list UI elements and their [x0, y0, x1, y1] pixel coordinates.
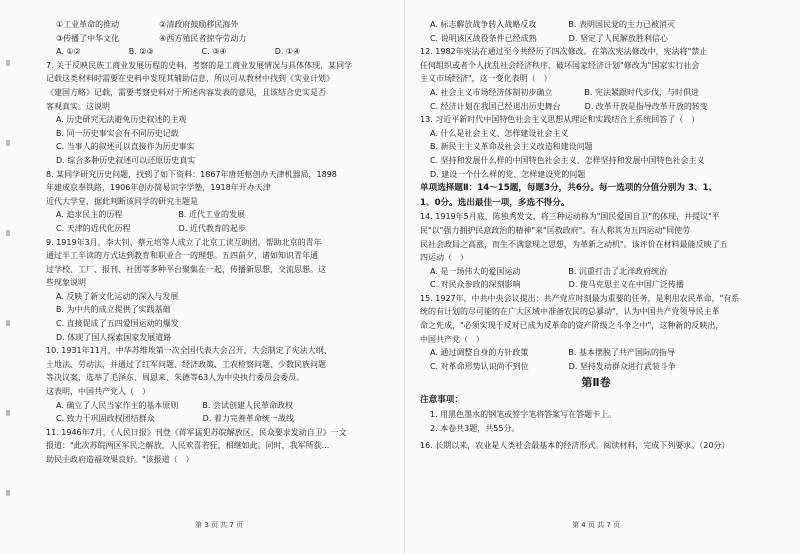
question-15-text: 命之先成，"必须实现于反对已成为反革命的资产阶级之斗争之中"，这种新的反映出， [420, 321, 724, 331]
option-cd: C. 对革命形势认识尚不到位 D. 坚持发动群众进行武装斗争 [430, 361, 676, 371]
option-cd: C. 经济计划在我国已经退出历史舞台 D. 改革开放是指导改革开放的转变 [430, 101, 708, 111]
option-cd: C. 致力于巩固政权团结群众 D. 着力完善革命统一战线 [56, 414, 294, 424]
option-a: A. 反映了新文化运动的深入与发展 [56, 291, 179, 301]
option-c: C. 坚持和发展什么样的中国特色社会主义、怎样坚持和发展中国特色社会主义 [430, 155, 705, 165]
question-7: 7. 关于反映民族工商业发展历程的史料，考察的是工商业发展情况与具体体现，某同学 [46, 60, 353, 70]
question-10-text: 这表明，中国共产党人（ ） [46, 387, 150, 397]
question-8-text: 年建成京奉铁路，1906年创办简易识字学塾，1918年开办天津 [46, 183, 271, 193]
option-cd: C. 对民众参政的深刻影响 D. 使马克思主义在中国广泛传播 [430, 280, 684, 290]
notice-item: 1. 用黑色墨水的钢笔或签字笔将答案写在答题卡上。 [430, 410, 617, 420]
question-8-text: 近代大学堂，据此判断该同学的研究主题是 [46, 196, 198, 206]
option-ab: A. 通过调整自身的方针政策 B. 基本摆脱了共产国际的指导 [430, 348, 675, 358]
binding-mark [6, 320, 10, 326]
option-line: ③传播了中华文化 ④西方殖民者掠夺劳动力 [56, 33, 247, 43]
question-9-text: 过学校、工厂、报刊、社团等多种平台聚集在一起，传播新思想，交流思想。这 [46, 264, 326, 274]
question-10: 10. 1931年11月，中华苏维埃第一次全国代表大会召开，大会制定了宪法大纲、 [46, 346, 332, 356]
page-divider [404, 0, 405, 554]
binding-mark [6, 60, 10, 66]
question-9: 9. 1919年3月，李大钊、蔡元培等人成立了北京工读互助团，帮助北京的青年 [46, 237, 322, 247]
question-12: 12. 1982年宪法在通过至今共经历了四次修改。在第次宪法修改中，宪法将"禁止 [420, 47, 708, 57]
question-8: 8. 某同学研究历史问题，找到了如下资料：1867年唐廷枢创办天津机器局，1898 [46, 169, 337, 179]
question-9-text: 些现象说明 [46, 278, 86, 288]
option-d: D. 综合多种历史叙述可以还原历史真实 [56, 155, 196, 165]
section-heading: 单项选择题Ⅱ：14～15题，每题3分，共6分。每一选项的分值分别为 3、1、 [420, 183, 718, 194]
option-b: B. 同一历史事实会有不同历史记载 [56, 128, 179, 138]
option-d: D. 建设一个什么样的党、怎样建设党的问题 [430, 169, 586, 179]
question-13: 13. 习近平新时代中国特色社会主义思想从理论和实践结合上系统回答了（ ） [420, 115, 700, 125]
binding-marks [6, 0, 14, 554]
left-page [46, 18, 392, 538]
option-ab: A. 是一场伟大的爱国运动 B. 沉重打击了北洋政府统治 [430, 266, 667, 276]
question-7-text: 《建国方略》记载，需要考察史料对于所述内容发表的意见，且该结合史实是否 [46, 87, 326, 97]
question-14-text: 四运动（ ） [420, 253, 468, 263]
page-footer: 第 3 页 共 7 页 [194, 521, 244, 529]
option-line: ①工业革命的推动 ②清政府鼓励移民海外 [56, 20, 239, 29]
binding-mark [6, 410, 10, 416]
binding-mark [6, 140, 10, 146]
question-11-text: 助民主政府造福效果良好。"该报道（ ） [46, 455, 194, 464]
option-c: C. 当事人的叙述可以直接作为历史事实 [56, 142, 195, 152]
question-15: 15. 1927年，中共中央会议提出：共产党应时刻最为重要的任务，是利用农民革命，"有系 [420, 293, 740, 303]
option-ab: A. 追求民主的历程 B. 近代工业的发展 [56, 210, 245, 220]
part-title: 第Ⅱ卷 [581, 376, 611, 390]
question-9-text: 通过半工半读的方式达到教育和职业合一的理想。五四前夕，诸如知识青年通 [46, 251, 318, 261]
page-footer: 第 4 页 共 7 页 [571, 521, 621, 529]
question-12-text: 任何组织或者个人扰乱社会经济秩序，破坏国家经济计划"修改为"国家实行社会 [420, 60, 700, 70]
binding-mark [6, 230, 10, 236]
option-ab: A. 标志解放战争转入战略反攻 B. 表明国民党的主力已被消灭 [430, 20, 675, 29]
question-16: 16. 长期以来，农业是人类社会最基本的经济形式。阅读材料，完成下列要求。（20分） [420, 441, 730, 451]
right-page [420, 18, 772, 538]
option-c: C. 直接促成了五四爱国运动的爆发 [56, 319, 179, 329]
binding-mark [6, 490, 10, 496]
option-d: D. 体现了国人探索国家发展道路 [56, 332, 172, 342]
question-12-text: 主义市场经济"，这一变化表明（ ） [420, 74, 552, 84]
option-a: A. 历史研究无法避免历史叙述的主观 [56, 115, 187, 125]
question-10-text: 土地法、劳动法，并通过了红军问题、经济政策、工农检察问题、少数民族问题 [46, 359, 326, 369]
question-15-text: 中国共产党（ ） [420, 334, 484, 344]
question-7-text: 记载这类材料时需要在史料中发现其辅助信息，所以可从教材中找到《实业计划》 [46, 74, 334, 84]
option-line: A. ①② B. ②③ C. ③④ D. ①④ [56, 47, 301, 57]
question-7-text: 客观真实。这说明 [46, 101, 110, 111]
notice-title: 注意事项： [420, 395, 463, 406]
question-14-text: 民社会政局之高涨，而生不满意现之思想，为革新之动机"。该评价在材料最能反映了五 [420, 239, 728, 249]
question-14-text: 民"以"强力拥护民意政治的精神"来"匡救政府"。有人称其为五四运动"同使劳 [420, 225, 691, 235]
question-14: 14. 1919年5月底，陈独秀发文，将三种运动称为"国民爱国自卫"的体现，并提议"平 [420, 212, 720, 222]
option-cd: C. 天津的近代化历程 D. 近代教育的起步 [56, 223, 246, 233]
option-b: B. 为中共的成立提供了实践基础 [56, 305, 171, 315]
question-15-text: 统的有计划的尽可能的在广大区域中准备农民的总暴动"，认为中国共产党领导民主革 [420, 307, 720, 317]
notice-item: 2. 本卷共3题，共55分。 [430, 423, 520, 433]
option-ab: A. 确立了人民当家作主的基本原则 B. 尝试创建人民革命政权 [56, 400, 293, 410]
option-cd: C. 说明该区战役条件已经成熟 D. 坚定了人民解放胜利信心 [430, 33, 668, 43]
question-10-text: 等决议案，选举了毛泽东、周恩来、朱德等63人为中央执行委员会委员。 [46, 373, 305, 383]
section-heading-cont: 1、0分。选出最佳一项，多选不得分。 [420, 197, 570, 208]
option-ab: A. 社会主义市场经济体制初步确立 B. 宪法紧跟时代步伐，与时俱进 [430, 87, 699, 97]
option-b: B. 新民主主义革命及社会主义改造和建设问题 [430, 142, 593, 152]
question-11-text: 报道："此次苏皖两区军民之解放，人民欢喜若狂，相继如此。同时，我军所获... [46, 441, 330, 451]
question-11: 11. 1946年7月，《人民日报》刊登《蒋军猛犯苏皖解放区，民众要求发动自卫》一文 [46, 427, 347, 437]
option-a: A. 什么是社会主义、怎样建设社会主义 [430, 128, 569, 138]
